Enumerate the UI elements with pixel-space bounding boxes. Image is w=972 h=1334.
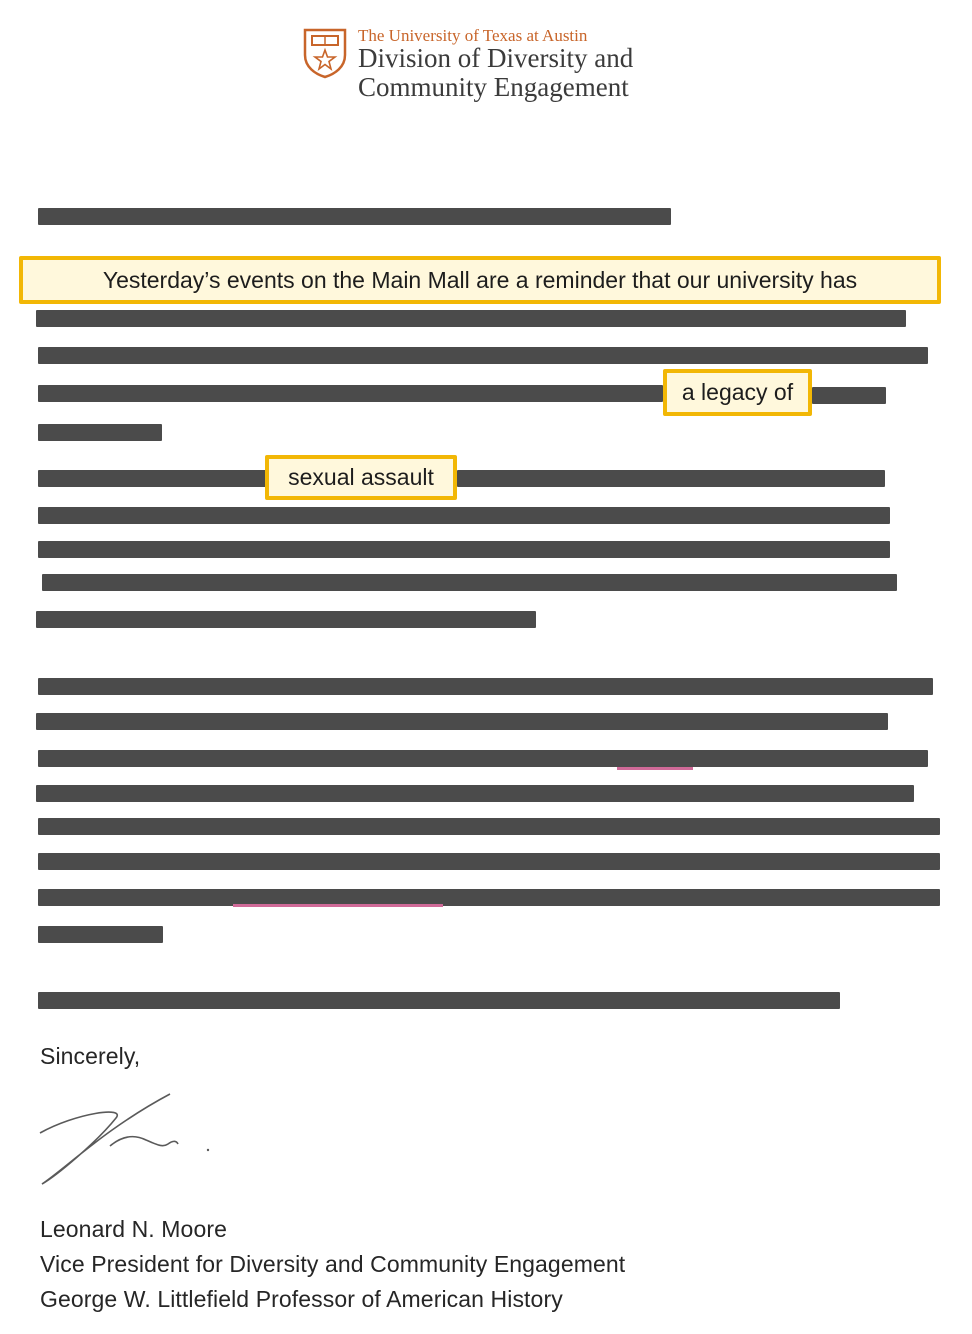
redacted-line xyxy=(38,818,940,835)
redacted-line xyxy=(38,853,940,870)
highlight-sexual-assault: sexual assault xyxy=(265,455,457,500)
division-line-2: Community Engagement xyxy=(358,72,629,102)
redacted-line xyxy=(38,385,663,402)
redacted-line xyxy=(38,889,940,906)
ddce-link[interactable] xyxy=(617,767,693,770)
redacted-line xyxy=(812,387,886,404)
redacted-line xyxy=(38,424,162,441)
redacted-title xyxy=(38,208,671,225)
redacted-line xyxy=(38,507,890,524)
redacted-line xyxy=(38,750,928,767)
redacted-line xyxy=(457,470,885,487)
redacted-line xyxy=(36,785,914,802)
redacted-line xyxy=(36,310,906,327)
redacted-line xyxy=(42,574,897,591)
highlight-main-sentence: Yesterday’s events on the Main Mall are a reminder that our university has xyxy=(19,256,941,304)
redacted-line xyxy=(38,992,840,1009)
redacted-line xyxy=(38,347,928,364)
redacted-line xyxy=(36,713,888,730)
redacted-line xyxy=(38,678,933,695)
signer-title: Vice President for Diversity and Community Engagement xyxy=(40,1251,626,1277)
division-name xyxy=(358,44,633,102)
signer-professorship: George W. Littlefield Professor of American History xyxy=(40,1286,563,1312)
signature-image xyxy=(36,1088,226,1193)
highlight-legacy: a legacy of xyxy=(663,369,812,416)
university-name: The University of Texas at Austin xyxy=(358,26,588,45)
closing: Sincerely, xyxy=(40,1043,141,1069)
ut-seal-icon xyxy=(302,27,348,79)
redacted-line xyxy=(38,470,266,487)
letterhead xyxy=(302,25,702,110)
division-line-1: Division of Diversity and xyxy=(358,43,634,73)
redacted-line xyxy=(38,926,163,943)
signer-name: Leonard N. Moore xyxy=(40,1216,227,1242)
redacted-line xyxy=(36,611,536,628)
dean-of-students-link[interactable] xyxy=(233,904,443,907)
redacted-line xyxy=(38,541,890,558)
